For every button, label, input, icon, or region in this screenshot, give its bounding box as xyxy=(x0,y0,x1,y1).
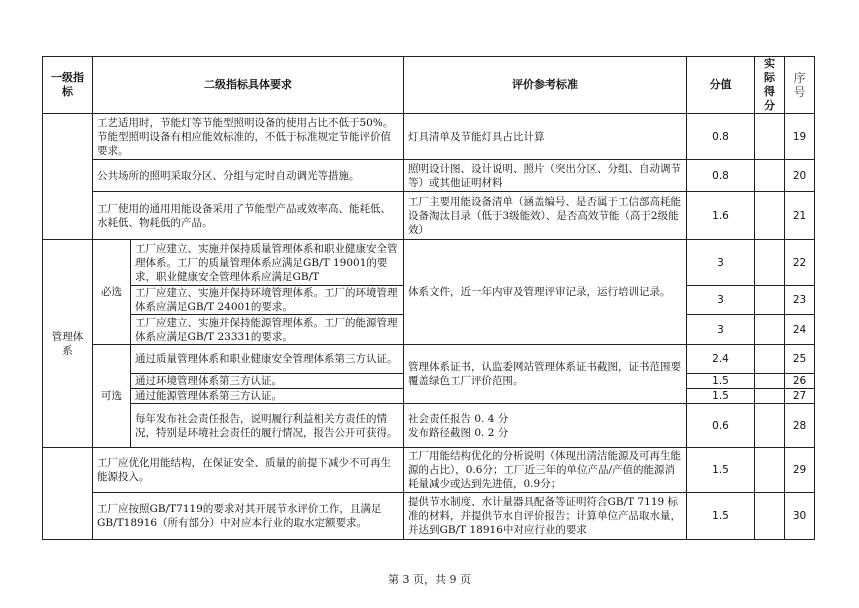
seq-cell: 24 xyxy=(785,315,815,345)
col-header-actual: 实际得分 xyxy=(755,57,785,114)
seq-cell: 28 xyxy=(785,404,815,448)
seq-cell: 20 xyxy=(785,160,815,192)
evaluation-table xyxy=(42,56,815,540)
actual-score-cell xyxy=(755,374,785,389)
actual-score-cell xyxy=(755,240,785,286)
actual-score-cell xyxy=(755,448,785,493)
actual-score-cell xyxy=(755,160,785,192)
score-cell: 1.5 xyxy=(687,389,755,404)
seq-cell: 26 xyxy=(785,374,815,389)
level1-cell-empty xyxy=(43,448,93,540)
score-cell: 0.8 xyxy=(687,114,755,160)
seq-cell: 22 xyxy=(785,240,815,286)
actual-score-cell xyxy=(755,389,785,404)
page-footer: 第 3 页，共 9 页 xyxy=(388,573,471,586)
seq-cell: 23 xyxy=(785,286,815,315)
actual-score-cell xyxy=(755,404,785,448)
standard-cell: 社会责任报告 0. 4 分 发布路径截图 0. 2 分 xyxy=(404,404,687,448)
actual-score-cell xyxy=(755,192,785,240)
standard-cell: 工厂用能结构优化的分析说明（体现出清洁能源及可再生能源的占比），0.6分；工厂近三年的单位产品/产值的能源消耗量减少或达到先进值，0.9分； xyxy=(404,448,687,493)
score-cell: 0.6 xyxy=(687,404,755,448)
seq-cell: 30 xyxy=(785,493,815,540)
score-cell: 0.8 xyxy=(687,160,755,192)
actual-score-cell xyxy=(755,493,785,540)
seq-cell: 27 xyxy=(785,389,815,404)
table-row xyxy=(43,493,815,540)
score-cell: 3 xyxy=(687,315,755,345)
seq-cell: 21 xyxy=(785,192,815,240)
standard-cell: 灯具清单及节能灯具占比计算 xyxy=(404,114,687,160)
actual-score-cell xyxy=(755,315,785,345)
requirement-cell: 通过质量管理体系和职业健康安全管理体系第三方认证。 xyxy=(131,345,404,374)
score-cell: 3 xyxy=(687,286,755,315)
header-row xyxy=(43,57,815,114)
requirement-cell: 工厂应建立、实施并保持能源管理体系。工厂的能源管理体系应满足GB/T 23331的要求。 xyxy=(131,315,404,345)
col-header-score: 分值 xyxy=(687,57,755,114)
col-header-level2: 二级指标具体要求 xyxy=(93,57,404,114)
optional-label: 可选 xyxy=(93,345,131,448)
table-row xyxy=(43,448,815,493)
score-cell: 3 xyxy=(687,240,755,286)
score-cell: 1.5 xyxy=(687,493,755,540)
col-header-level1: 一级指标 xyxy=(43,57,93,114)
table-row xyxy=(43,160,815,192)
seq-cell: 19 xyxy=(785,114,815,160)
actual-score-cell xyxy=(755,286,785,315)
requirement-cell: 通过环境管理体系第三方认证。 xyxy=(131,374,404,389)
col-header-seq: 序号 xyxy=(785,57,815,114)
standard-cell-mgmt-optional: 管理体系证书，认监委网站管理体系证书截图，证书范围要覆盖绿色工厂评价范围。 xyxy=(404,345,687,404)
seq-cell: 29 xyxy=(785,448,815,493)
score-cell: 1.5 xyxy=(687,448,755,493)
col-header-standard: 评价参考标准 xyxy=(404,57,687,114)
seq-cell: 25 xyxy=(785,345,815,374)
required-label: 必选 xyxy=(93,240,131,345)
requirement-cell: 工厂应优化用能结构，在保证安全、质量的前提下减少不可再生能源投入。 xyxy=(93,448,404,493)
requirement-cell: 工艺适用时，节能灯等节能型照明设备的使用占比不低于50%。节能型照明设备有相应能效标准的，不低于标准规定节能评价值要求。 xyxy=(93,114,404,160)
standard-cell-mgmt-required: 体系文件，近一年内审及管理评审记录，运行培训记录。 xyxy=(404,240,687,345)
score-cell: 2.4 xyxy=(687,345,755,374)
score-cell: 1.6 xyxy=(687,192,755,240)
table-row xyxy=(43,404,815,448)
requirement-cell: 工厂应按照GB/T7119的要求对其开展节水评价工作，且满足GB/T18916（所有部分）中对应本行业的取水定额要求。 xyxy=(93,493,404,540)
actual-score-cell xyxy=(755,345,785,374)
standard-cell: 照明设计图、设计说明、照片（突出分区、分组、自动调节等）或其他证明材料 xyxy=(404,160,687,192)
requirement-cell: 工厂应建立、实施并保持质量管理体系和职业健康安全管理体系。工厂的质量管理体系应满足GB/T 19001的要求，职业健康安全管理体系应满足GB/T xyxy=(131,240,404,286)
table-row xyxy=(43,240,815,286)
table-row xyxy=(43,192,815,240)
requirement-cell: 通过能源管理体系第三方认证。 xyxy=(131,389,404,404)
table-row xyxy=(43,345,815,374)
score-cell: 1.5 xyxy=(687,374,755,389)
requirement-cell: 工厂应建立、实施并保持环境管理体系。工厂的环境管理体系应满足GB/T 24001的要求。 xyxy=(131,286,404,315)
standard-cell: 工厂主要用能设备清单（涵盖编号、是否属于工信部高耗能设备淘汰目录（低于3级能效）、是否高效节能（高于2级能效） xyxy=(404,192,687,240)
requirement-cell: 公共场所的照明采取分区、分组与定时自动调光等措施。 xyxy=(93,160,404,192)
requirement-cell: 每年发布社会责任报告，说明履行利益相关方责任的情况，特别是环境社会责任的履行情况，报告公开可获得。 xyxy=(131,404,404,448)
actual-score-cell xyxy=(755,114,785,160)
standard-cell: 提供节水制度、水计量器具配备等证明符合GB/T 7119 标准的材料，并提供节水自评价报告；计算单位产品取水量，并达到GB/T 18916中对应行业的要求 xyxy=(404,493,687,540)
level1-cell-empty xyxy=(43,114,93,240)
table-row xyxy=(43,114,815,160)
level1-group-label: 管理体系 xyxy=(43,240,93,448)
requirement-cell: 工厂使用的通用用能设备采用了节能型产品或效率高、能耗低、水耗低、物耗低的产品。 xyxy=(93,192,404,240)
